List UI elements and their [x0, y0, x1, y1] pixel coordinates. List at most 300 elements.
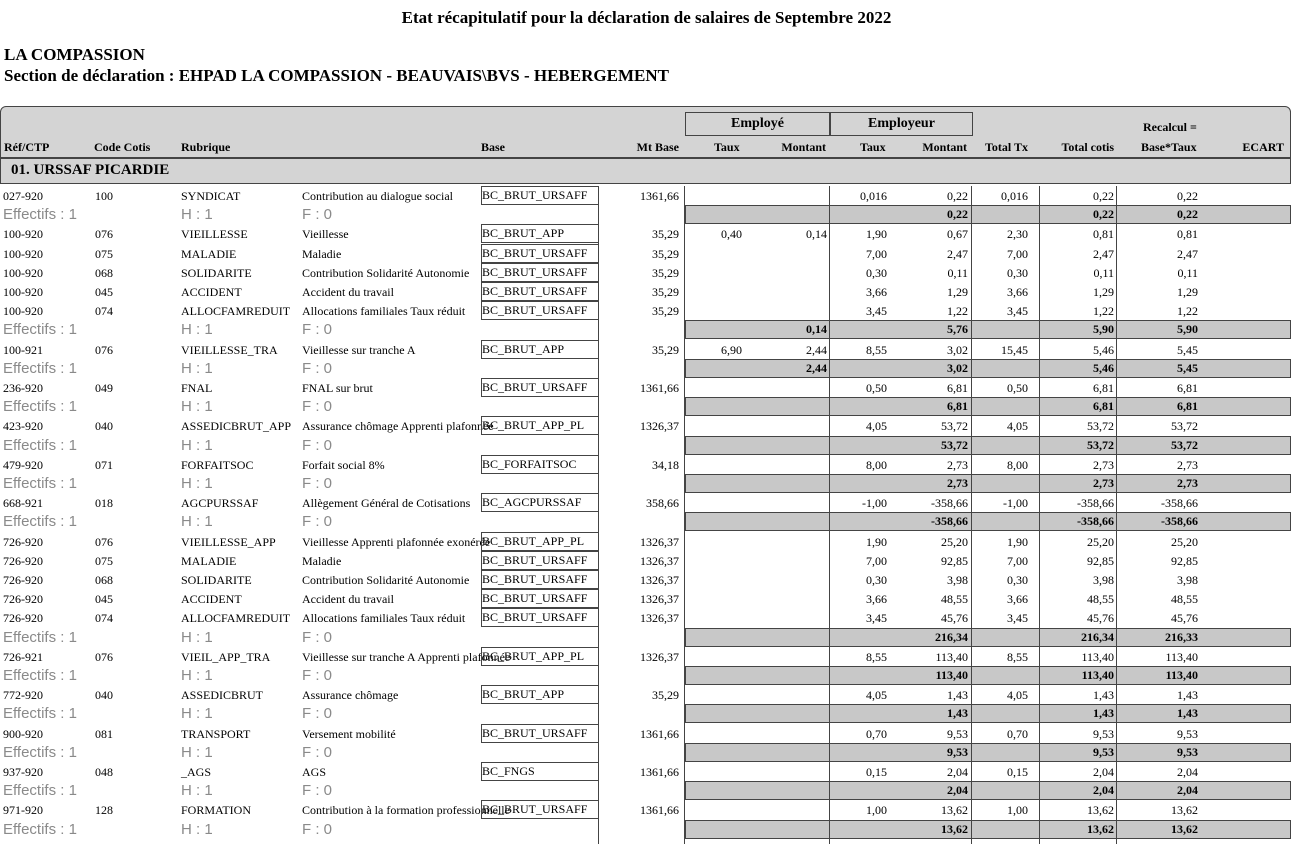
cell-rubrique: ASSEDICBRUT_APP [181, 419, 292, 434]
cell-rubrique: MALADIE [181, 553, 237, 568]
subtotal-cotis: 113,40 [1081, 668, 1114, 682]
cell-ref: 027-920 [3, 189, 43, 203]
cell-employeur-taux: 0,70 [866, 726, 887, 741]
cell-employeur-montant: 9,53 [947, 726, 968, 741]
cell-base: BC_FORFAITSOC [481, 455, 599, 474]
cell-total-tx: 0,30 [1007, 265, 1028, 280]
effectifs-label: Effectifs : 1 [3, 743, 77, 761]
subtotal-cotis: 53,72 [1087, 437, 1114, 452]
effectifs-label: Effectifs : 1 [3, 359, 77, 377]
table-row [0, 186, 1293, 205]
hommes-label: H : 1 [181, 436, 213, 454]
cell-ref: 100-920 [3, 304, 43, 319]
subtotal-cotis: 0,22 [1093, 207, 1114, 222]
cell-base: BC_BRUT_APP_PL [481, 416, 599, 435]
cell-total-tx: 7,00 [1007, 246, 1028, 261]
cell-base: BC_BRUT_URSAFF [481, 800, 599, 819]
cell-employeur-taux: 0,50 [866, 381, 887, 395]
cell-ref: 726-920 [3, 592, 43, 607]
cell-employeur-taux: 1,00 [866, 803, 887, 818]
cell-libelle: Vieillesse sur tranche A [302, 342, 416, 357]
cell-libelle: Contribution au dialogue social [302, 189, 453, 203]
cell-employeur-taux: 8,55 [866, 342, 887, 357]
header-base: Base [481, 140, 505, 154]
femmes-label: F : 0 [302, 206, 333, 224]
table-row [0, 570, 1293, 589]
subtotal-row [0, 628, 1293, 647]
cell-employeur-taux: 1,90 [866, 534, 887, 549]
cell-base: BC_BRUT_URSAFF [481, 186, 599, 205]
cell-base-taux: 25,20 [1171, 534, 1198, 549]
table-row [0, 340, 1293, 359]
header-employeur-montant: Montant [922, 140, 967, 154]
femmes-label: F : 0 [302, 321, 333, 339]
cell-code: 040 [95, 419, 113, 434]
subtotal-cotis: 1,43 [1093, 706, 1114, 721]
cell-total-cotis: 3,98 [1093, 573, 1114, 587]
cell-base: BC_AGCPURSSAF [481, 493, 599, 512]
cell-base-taux: 45,76 [1171, 611, 1198, 626]
cell-code: 048 [95, 765, 113, 779]
cell-libelle: Forfait social 8% [302, 457, 385, 472]
cell-mtbase: 1326,37 [640, 573, 679, 587]
subtotal-row [0, 704, 1293, 723]
cell-mtbase: 35,29 [652, 265, 679, 280]
cell-employeur-montant: 0,67 [947, 227, 968, 242]
cell-ref: 726-920 [3, 553, 43, 568]
cell-employeur-montant: 45,76 [941, 611, 968, 626]
cell-mtbase: 358,66 [646, 496, 679, 511]
cell-base-taux: 1,29 [1177, 285, 1198, 299]
cell-base: BC_BRUT_APP [481, 224, 599, 243]
cell-code: 068 [95, 265, 113, 280]
cell-total-tx: 8,00 [1007, 457, 1028, 472]
subtotal-recalcul: 1,43 [1177, 706, 1198, 721]
cell-base-taux: 1,43 [1177, 688, 1198, 703]
header-mtbase: Mt Base [636, 140, 679, 154]
subtotal-recalcul: 5,45 [1177, 360, 1198, 375]
subtotal-employeur: 3,02 [947, 360, 968, 375]
subtotal-bar [685, 628, 1291, 647]
cell-employeur-taux: 7,00 [866, 553, 887, 568]
cell-ref: 100-920 [3, 265, 43, 280]
cell-ref: 100-920 [3, 227, 43, 242]
hommes-label: H : 1 [181, 705, 213, 723]
cell-ref: 726-920 [3, 611, 43, 626]
subtotal-employeur: 216,34 [935, 629, 968, 644]
cell-mtbase: 1326,37 [640, 592, 679, 607]
effectifs-label: Effectifs : 1 [3, 513, 77, 531]
cell-total-tx: 0,30 [1007, 573, 1028, 587]
cell-employeur-taux: 0,016 [860, 189, 887, 203]
cell-base-taux: 53,72 [1171, 419, 1198, 434]
subtotal-employeur: 9,53 [947, 744, 968, 759]
femmes-label: F : 0 [302, 705, 333, 723]
subtotal-employeur: 5,76 [947, 322, 968, 337]
cell-employeur-montant: 48,55 [941, 592, 968, 607]
cell-employeur-taux: -1,00 [862, 496, 887, 511]
table-row [0, 244, 1293, 263]
effectifs-label: Effectifs : 1 [3, 628, 77, 646]
hommes-label: H : 1 [181, 667, 213, 684]
table-row [0, 551, 1293, 570]
cell-base: BC_BRUT_URSAFF [481, 301, 599, 320]
subtotal-employe: 0,14 [806, 322, 827, 337]
cell-base-taux: 0,81 [1177, 227, 1198, 242]
cell-total-tx: 8,55 [1007, 649, 1028, 664]
cell-ref: 100-920 [3, 246, 43, 261]
header-ref: Réf/CTP [4, 140, 50, 154]
cell-rubrique: FORMATION [181, 803, 252, 818]
effectifs-label: Effectifs : 1 [3, 475, 77, 492]
cell-code: 071 [95, 457, 113, 472]
subtotal-row [0, 474, 1293, 493]
table-row [0, 589, 1293, 608]
subtotal-employeur: 2,73 [947, 476, 968, 490]
subtotal-recalcul: 2,73 [1177, 476, 1198, 490]
cell-employeur-taux: 0,15 [866, 765, 887, 779]
table-row [0, 301, 1293, 320]
cell-base: BC_BRUT_URSAFF [481, 263, 599, 282]
cell-employeur-montant: 0,22 [947, 189, 968, 203]
effectifs-label: Effectifs : 1 [3, 820, 77, 838]
cell-mtbase: 35,29 [652, 342, 679, 357]
cell-libelle: Assurance chômage [302, 688, 399, 703]
hommes-label: H : 1 [181, 321, 213, 339]
subtotal-recalcul: -358,66 [1161, 514, 1198, 529]
subtotal-recalcul: 2,04 [1177, 783, 1198, 798]
cell-employeur-montant: 1,22 [947, 304, 968, 319]
cell-code: 045 [95, 285, 113, 299]
subtotal-cotis: 2,04 [1093, 783, 1114, 798]
subtotal-bar [685, 820, 1291, 839]
subtotal-row [0, 205, 1293, 224]
effectifs-label: Effectifs : 1 [3, 705, 77, 723]
cell-total-tx: 7,00 [1007, 553, 1028, 568]
cell-employeur-montant: 2,73 [947, 457, 968, 472]
femmes-label: F : 0 [302, 628, 333, 646]
hommes-label: H : 1 [181, 206, 213, 224]
report-title: Etat récapitulatif pour la déclaration de salaires de Septembre 2022 [401, 8, 892, 27]
header-ecart: ECART [1242, 140, 1284, 154]
cell-employeur-montant: 2,47 [947, 246, 968, 261]
cell-libelle: AGS [302, 765, 327, 779]
cell-total-cotis: 1,22 [1093, 304, 1114, 319]
cell-code: 075 [95, 246, 113, 261]
cell-base: BC_BRUT_URSAFF [481, 570, 599, 589]
subtotal-employeur: 0,22 [947, 207, 968, 222]
femmes-label: F : 0 [302, 398, 333, 416]
cell-code: 075 [95, 553, 113, 568]
header-recalcul: Recalcul = [1143, 120, 1197, 134]
subtotal-recalcul: 53,72 [1171, 437, 1198, 452]
cell-mtbase: 35,29 [652, 304, 679, 319]
cell-employeur-montant: 1,43 [947, 688, 968, 703]
cell-code: 076 [95, 534, 113, 549]
cell-total-tx: 0,016 [1001, 189, 1028, 203]
subtotal-cotis: 5,90 [1093, 322, 1114, 337]
column-divider [1039, 186, 1040, 844]
table-row [0, 455, 1293, 474]
cell-mtbase: 34,18 [652, 457, 679, 472]
column-divider [684, 186, 685, 844]
femmes-label: F : 0 [302, 475, 333, 492]
cell-total-cotis: 0,11 [1093, 265, 1114, 280]
cell-total-cotis: 0,22 [1093, 189, 1114, 203]
cell-total-cotis: 2,47 [1093, 246, 1114, 261]
cell-mtbase: 1326,37 [640, 611, 679, 626]
table-row [0, 224, 1293, 243]
femmes-label: F : 0 [302, 782, 333, 800]
cell-code: 100 [95, 189, 113, 203]
cell-libelle: Vieillesse sur tranche A Apprenti plafonnée [302, 649, 511, 664]
cell-employeur-taux: 8,00 [866, 457, 887, 472]
cell-ref: 772-920 [3, 688, 43, 703]
cell-base-taux: 2,04 [1177, 765, 1198, 779]
cell-base: BC_BRUT_APP [481, 685, 599, 704]
cell-base-taux: 0,11 [1177, 265, 1198, 280]
cell-ref: 971-920 [3, 803, 43, 818]
declaration-section: Section de déclaration : EHPAD LA COMPASSION - BEAUVAIS\BVS - HEBERGEMENT [4, 66, 669, 85]
subtotal-row [0, 320, 1293, 339]
cell-libelle: Contribution Solidarité Autonomie [302, 573, 470, 587]
cell-rubrique: VIEILLESSE [181, 227, 248, 242]
hommes-label: H : 1 [181, 743, 213, 761]
cell-base: BC_BRUT_URSAFF [481, 244, 599, 263]
cell-total-cotis: 113,40 [1081, 649, 1114, 664]
cell-ref: 100-921 [3, 342, 43, 357]
cell-libelle: Allègement Général de Cotisations [302, 496, 471, 511]
subtotal-row [0, 666, 1293, 685]
cell-mtbase: 1326,37 [640, 534, 679, 549]
cell-code: 076 [95, 342, 113, 357]
cell-employeur-montant: 92,85 [941, 553, 968, 568]
header-code: Code Cotis [94, 140, 151, 154]
cell-code: 076 [95, 649, 113, 664]
femmes-label: F : 0 [302, 820, 333, 838]
cell-libelle: Vieillesse [302, 227, 349, 242]
header-group-employe: Employé [685, 112, 830, 136]
subtotal-recalcul: 113,40 [1165, 668, 1198, 682]
cell-employe-taux: 0,40 [721, 227, 742, 242]
cell-mtbase: 1361,66 [640, 765, 679, 779]
cell-employeur-montant: 2,04 [947, 765, 968, 779]
cell-total-cotis: 5,46 [1093, 342, 1114, 357]
cell-ref: 900-920 [3, 726, 43, 741]
cell-employeur-montant: 3,02 [947, 342, 968, 357]
cell-ref: 100-920 [3, 285, 43, 299]
cell-libelle: Vieillesse Apprenti plafonnée exonérée [302, 534, 491, 549]
subtotal-employeur: 6,81 [947, 399, 968, 414]
header-employe-taux: Taux [714, 140, 740, 154]
femmes-label: F : 0 [302, 743, 333, 761]
header-total-cotis: Total cotis [1061, 140, 1114, 154]
cell-employeur-taux: 3,45 [866, 611, 887, 626]
cell-mtbase: 1361,66 [640, 803, 679, 818]
cell-libelle: Assurance chômage Apprenti plafonnée [302, 419, 494, 434]
subtotal-bar [685, 397, 1291, 416]
cell-total-cotis: 45,76 [1087, 611, 1114, 626]
subtotal-employe: 2,44 [806, 360, 827, 375]
effectifs-label: Effectifs : 1 [3, 321, 77, 339]
cell-base: BC_BRUT_URSAFF [481, 282, 599, 301]
cell-mtbase: 35,29 [652, 227, 679, 242]
table-row [0, 647, 1293, 666]
subtotal-row [0, 359, 1293, 378]
femmes-label: F : 0 [302, 667, 333, 684]
subtotal-recalcul: 9,53 [1177, 744, 1198, 759]
cell-rubrique: MALADIE [181, 246, 237, 261]
cell-employeur-montant: 113,40 [935, 649, 968, 664]
table-row [0, 493, 1293, 512]
hommes-label: H : 1 [181, 475, 213, 492]
subtotal-bar [685, 474, 1291, 493]
cell-employeur-taux: 0,30 [866, 573, 887, 587]
femmes-label: F : 0 [302, 436, 333, 454]
cell-total-cotis: 48,55 [1087, 592, 1114, 607]
femmes-label: F : 0 [302, 513, 333, 531]
cell-mtbase: 1326,37 [640, 649, 679, 664]
cell-total-cotis: 92,85 [1087, 553, 1114, 568]
header-rubrique: Rubrique [181, 140, 231, 154]
cell-base-taux: 6,81 [1177, 381, 1198, 395]
cell-mtbase: 35,29 [652, 285, 679, 299]
cell-code: 018 [95, 496, 113, 511]
cell-base: BC_BRUT_APP [481, 340, 599, 359]
cell-ref: 236-920 [3, 381, 43, 395]
table-row [0, 800, 1293, 819]
cell-code: 074 [95, 611, 113, 626]
header-group-employeur: Employeur [830, 112, 973, 136]
cell-total-tx: 0,50 [1007, 381, 1028, 395]
cell-employeur-montant: 3,98 [947, 573, 968, 587]
cell-base-taux: 92,85 [1171, 553, 1198, 568]
cell-code: 081 [95, 726, 113, 741]
subtotal-recalcul: 6,81 [1177, 399, 1198, 414]
cell-rubrique: ALLOCFAMREDUIT [181, 611, 291, 626]
column-divider [971, 186, 972, 844]
cell-employeur-montant: 13,62 [941, 803, 968, 818]
cell-base-taux: 3,98 [1177, 573, 1198, 587]
subtotal-recalcul: 13,62 [1171, 821, 1198, 836]
cell-total-tx: 4,05 [1007, 419, 1028, 434]
cell-employeur-taux: 1,90 [866, 227, 887, 242]
cell-base: BC_BRUT_URSAFF [481, 551, 599, 570]
cell-total-tx: 4,05 [1007, 688, 1028, 703]
cell-total-tx: -1,00 [1003, 496, 1028, 511]
cell-employe-taux: 6,90 [721, 342, 742, 357]
cell-employeur-taux: 0,30 [866, 265, 887, 280]
cell-employeur-taux: 8,55 [866, 649, 887, 664]
cell-rubrique: VIEILLESSE_TRA [181, 342, 278, 357]
cell-ref: 479-920 [3, 457, 43, 472]
cell-employeur-montant: 53,72 [941, 419, 968, 434]
header-total-tx: Total Tx [985, 140, 1029, 154]
column-divider [1116, 186, 1117, 844]
cell-rubrique: ACCIDENT [181, 592, 242, 607]
cell-mtbase: 1361,66 [640, 189, 679, 203]
cell-mtbase: 1361,66 [640, 381, 679, 395]
subtotal-row [0, 820, 1293, 839]
hommes-label: H : 1 [181, 820, 213, 838]
cell-rubrique: FORFAITSOC [181, 457, 254, 472]
cell-ref: 668-921 [3, 496, 43, 511]
cell-code: 049 [95, 381, 113, 395]
cell-libelle: Versement mobilité [302, 726, 396, 741]
cell-libelle: FNAL sur brut [302, 381, 373, 395]
cell-libelle: Maladie [302, 246, 342, 261]
cell-rubrique: SOLIDARITE [181, 265, 252, 280]
cell-code: 074 [95, 304, 113, 319]
subtotal-bar [685, 781, 1291, 800]
cell-code: 076 [95, 227, 113, 242]
header-employe-montant: Montant [781, 140, 826, 154]
cell-employeur-taux: 4,05 [866, 688, 887, 703]
cell-base: BC_BRUT_APP_PL [481, 647, 599, 666]
cell-mtbase: 35,29 [652, 688, 679, 703]
cell-total-tx: 15,45 [1001, 342, 1028, 357]
cell-employeur-montant: 6,81 [947, 381, 968, 395]
cell-total-cotis: 6,81 [1093, 381, 1114, 395]
company-name: LA COMPASSION [4, 45, 145, 64]
cell-employeur-taux: 3,66 [866, 285, 887, 299]
cell-libelle: Contribution à la formation professionnelle [302, 803, 510, 818]
subtotal-row [0, 512, 1293, 531]
cell-code: 040 [95, 688, 113, 703]
cell-rubrique: SOLIDARITE [181, 573, 252, 587]
cell-base-taux: 5,45 [1177, 342, 1198, 357]
hommes-label: H : 1 [181, 782, 213, 800]
subtotal-employeur: 13,62 [941, 821, 968, 836]
cell-total-tx: 1,90 [1007, 534, 1028, 549]
cell-mtbase: 1326,37 [640, 419, 679, 434]
cell-base: BC_BRUT_URSAFF [481, 589, 599, 608]
cell-ref: 726-921 [3, 649, 43, 664]
table-row [0, 762, 1293, 781]
cell-rubrique: ASSEDICBRUT [181, 688, 264, 703]
subtotal-bar [685, 205, 1291, 224]
subtotal-cotis: 5,46 [1093, 360, 1114, 375]
effectifs-label: Effectifs : 1 [3, 206, 77, 224]
cell-ref: 726-920 [3, 573, 43, 587]
cell-total-cotis: 13,62 [1087, 803, 1114, 818]
cell-total-tx: 3,66 [1007, 592, 1028, 607]
subtotal-employeur: 2,04 [947, 783, 968, 798]
table-row [0, 416, 1293, 435]
subtotal-row [0, 781, 1293, 800]
subtotal-bar [685, 743, 1291, 762]
cell-libelle: Allocations familiales Taux réduit [302, 304, 466, 319]
cell-base: BC_BRUT_URSAFF [481, 608, 599, 627]
cell-ref: 423-920 [3, 419, 43, 434]
cell-mtbase: 1326,37 [640, 553, 679, 568]
cell-libelle: Accident du travail [302, 285, 394, 299]
subtotal-bar [685, 704, 1291, 723]
cell-employe-montant: 2,44 [806, 342, 827, 357]
cell-total-cotis: 9,53 [1093, 726, 1114, 741]
subtotal-cotis: 216,34 [1081, 629, 1114, 644]
subtotal-recalcul: 5,90 [1177, 322, 1198, 337]
cell-base-taux: -358,66 [1161, 496, 1198, 511]
subtotal-cotis: 13,62 [1087, 821, 1114, 836]
hommes-label: H : 1 [181, 398, 213, 416]
subtotal-cotis: 6,81 [1093, 399, 1114, 414]
table-row [0, 263, 1293, 282]
effectifs-label: Effectifs : 1 [3, 398, 77, 416]
subtotal-bar [685, 436, 1291, 455]
cell-code: 128 [95, 803, 113, 818]
cell-base-taux: 0,22 [1177, 189, 1198, 203]
